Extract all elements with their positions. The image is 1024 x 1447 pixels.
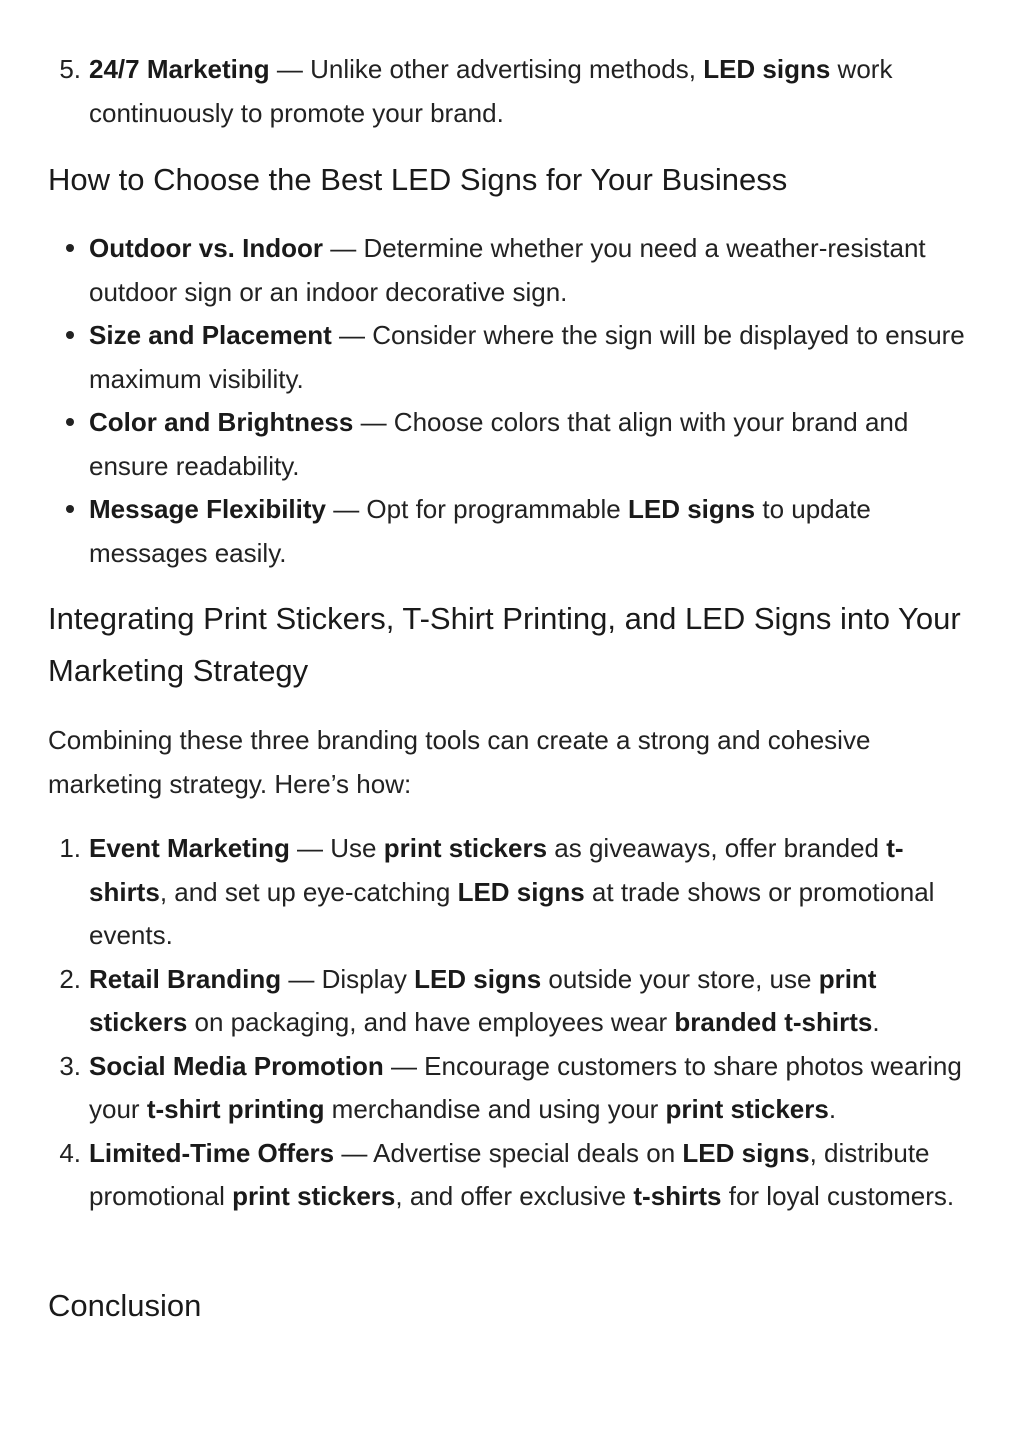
list-item [48,488,976,575]
item-text: , and set up eye-catching [159,876,458,907]
benefits-list [48,48,976,135]
list-item [48,1045,976,1132]
bullet-icon [66,244,74,252]
choose-tips-list [48,227,976,575]
item-text: — Advertise special deals on [334,1137,683,1168]
item-text: , and offer exclusive [395,1181,634,1211]
item-text: — Consider where the sign will be displayed to ensure maximum visibility. [89,320,965,394]
item-title: Social Media Promotion [89,1050,384,1081]
keyword: LED signs [457,876,585,907]
item-text: — Encourage customers to share photos wearing your [89,1050,962,1124]
list-item [48,1132,976,1219]
bullet-icon [66,505,74,513]
list-item [48,827,976,958]
list-item [48,401,976,488]
item-text: at trade shows or promotional events. [89,876,935,950]
item-title: Event Marketing [89,833,290,863]
intro-paragraph: Combining these three branding tools can create a strong and cohesive marketing strategy. Here’s how: [48,725,871,799]
keyword: t-shirts [89,833,904,907]
list-number: 5. [59,54,81,84]
keyword: LED signs [703,54,831,84]
bullet-icon [66,418,74,426]
item-text: — Unlike other advertising methods, [269,54,704,84]
list-item [48,48,976,135]
item-text: to update messages easily. [89,494,871,568]
keyword: print stickers [232,1181,396,1211]
item-text: merchandise and using your [324,1094,666,1124]
item-text: , distribute promotional [89,1137,930,1211]
section-heading-integrating: Integrating Print Stickers, T-Shirt Printing, and LED Signs into Your Marketing Strategy [48,601,961,688]
keyword: print stickers [89,963,877,1037]
list-item [48,314,976,401]
item-title: Size and Placement [89,320,332,350]
item-text: — Determine whether you need a weather-resistant outdoor sign or an indoor decorative sign. [89,233,926,307]
item-text: on packaging, and have employees wear [187,1007,675,1037]
keyword: print stickers [383,833,548,863]
item-text: . [872,1007,880,1037]
item-title: Outdoor vs. Indoor [89,233,323,263]
item-text: — Opt for programmable [325,494,628,524]
keyword: LED signs [627,494,756,524]
list-number: 3. [59,1050,81,1081]
item-text: work continuously to promote your brand. [89,54,893,128]
item-title: 24/7 Marketing [89,54,270,84]
list-item [48,958,976,1045]
item-text: — Use [289,833,384,863]
item-title: Color and Brightness [89,407,354,437]
list-number: 1. [59,833,81,863]
list-item [48,227,976,314]
strategy-list [48,827,976,1219]
item-text: outside your store, use [541,963,819,994]
keyword: LED signs [414,963,542,994]
item-text: . [828,1094,837,1124]
section-heading-conclusion: Conclusion [48,1288,202,1323]
bullet-icon [66,331,74,339]
item-text: — Choose colors that align with your brand and ensure readability. [89,407,909,481]
item-text: for loyal customers. [721,1181,955,1211]
item-title: Limited-Time Offers [89,1137,335,1168]
item-text: — Display [281,963,415,994]
keyword: LED signs [682,1137,810,1168]
section-heading-choose: How to Choose the Best LED Signs for Your Business [48,162,788,197]
keyword: t-shirts [633,1181,722,1211]
keyword: print stickers [665,1094,829,1124]
item-title: Retail Branding [89,963,282,994]
item-title: Message Flexibility [89,494,326,524]
list-number: 4. [59,1137,81,1168]
list-number: 2. [59,963,81,994]
item-text: as giveaways, offer branded [547,833,887,863]
keyword: branded t-shirts [674,1007,873,1037]
keyword: t-shirt printing [146,1094,325,1124]
